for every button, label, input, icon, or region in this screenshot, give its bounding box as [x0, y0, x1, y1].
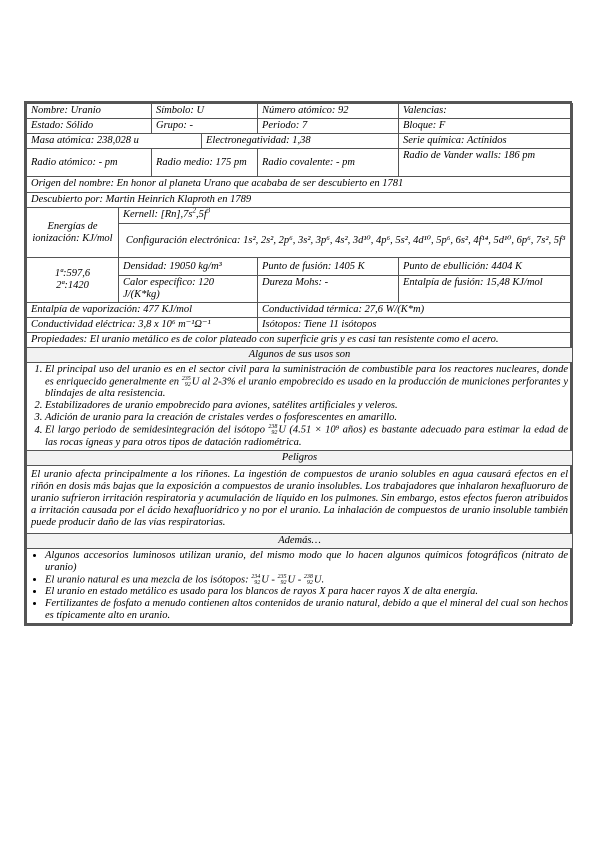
configuracion-value: 1s², 2s², 2p⁶, 3s², 3p⁶, 4s², 3d¹⁰, 4p⁶, 5s², 4d¹⁰, 5p⁶, 6s², 4f¹⁴, 5d¹⁰, 6p⁶, 7s², 5f³	[243, 234, 566, 246]
radio-vdw-cell: Radio de Vander walls: 186 pm	[399, 149, 573, 177]
ademas-cell	[27, 548, 573, 623]
usos-list	[31, 364, 568, 449]
kernel-s-exp: 2	[192, 207, 196, 215]
usos-item: 3. Adición de uranio para la creación de cristales verdes o fosforescentes en amarillo.	[45, 412, 568, 424]
ademas-item: • Fertilizantes de fosfato a menudo contienen altos contenidos de uranio natural, debido a que el mineral del cual son hechos es típicamente alto en uranio.	[45, 598, 568, 622]
entalpia-fusion-cell: Entalpía de fusión: 15,48 KJ/mol	[399, 276, 573, 303]
densidad-cell: Densidad: 19050 kg/m³	[119, 258, 258, 276]
isotope-label: 235 92	[181, 376, 191, 388]
element-table	[26, 103, 573, 624]
bloque-cell: Bloque: F	[399, 119, 573, 134]
conductividad-electrica-cell: Conductividad eléctrica: 3,8 x 10⁶ m⁻¹Ω⁻¹	[27, 318, 258, 333]
energia-2: 2ª:1420	[56, 280, 89, 291]
ademas-item: • El uranio en estado metálico es usado para los blancos de rayos X para hacer rayos X de alta energía.	[45, 586, 568, 598]
numero-atomico-cell: Número atómico: 92	[258, 104, 399, 119]
periodo-cell: Periodo: 7	[258, 119, 399, 134]
element-info-sheet	[24, 101, 572, 626]
punto-ebullicion-cell: Punto de ebullición: 4404 K	[399, 258, 573, 276]
isotope-label: 234 92	[251, 573, 261, 586]
origen-cell: Origen del nombre: En honor al planeta Urano que acababa de ser descubierto en 1781	[27, 177, 573, 193]
peligros-title: Peligros	[27, 450, 573, 465]
isotope-label: 238 92	[268, 424, 278, 437]
usos-item: 2. Estabilizadores de uranio empobrecido para aviones, satélites artificiales y veleros.	[45, 400, 568, 412]
estado-cell: Estado: Sólido	[27, 119, 152, 134]
ademas-title: Además…	[27, 533, 573, 548]
kernel-f: 5f	[198, 209, 207, 220]
energia-1: 1ª:597,6	[54, 268, 91, 279]
energias-values-cell	[27, 258, 119, 303]
kernel-label: Kernell:	[123, 209, 161, 220]
conductividad-termica-cell: Conductividad térmica: 27,6 W/(K*m)	[258, 303, 573, 318]
punto-fusion-cell: Punto de fusión: 1405 K	[258, 258, 399, 276]
ademas-item: • El uranio natural es una mezcla de los isótopos: 234 92U - 235 92U - 238 92U.	[45, 574, 568, 586]
electronegatividad-cell: Electronegatividad: 1,38	[202, 134, 399, 149]
peligros-text: El uranio afecta principalmente a los riñones. La ingestión de compuestos de uranio solubles en agua causará efectos en el riñón en dosis más bajas que la exposición a compuestos de uranio insolubles. Los trabajadores que inhalaron hexafluoruro de uranio sufrieron irritación respiratoria y acumulación de líquido en los pulmones. Sin embargo, estos efectos fueron atribuidos a irritación causada por el ácido hexafluorídrico y no por el uranio. La inhalación de compuestos de uranio insoluble también puede producir daño de las vías respiratorias.	[27, 465, 573, 533]
configuracion-label: Configuración electrónica:	[125, 234, 244, 246]
usos-title: Algunos de sus usos son	[27, 348, 573, 363]
valencias-cell: Valencias:	[399, 104, 573, 119]
calor-especifico-cell: Calor específico: 120 J/(K*kg)	[119, 276, 258, 303]
isotope-label: 238 92	[303, 573, 313, 586]
grupo-cell: Grupo: -	[152, 119, 258, 134]
isotope-label: 235 92	[277, 573, 287, 586]
radio-medio-cell: Radio medio: 175 pm	[152, 149, 258, 177]
serie-quimica-cell: Serie química: Actínidos	[399, 134, 573, 149]
configuracion-cell	[119, 224, 573, 258]
propiedades-cell: Propiedades: El uranio metálico es de color plateado con superficie gris y es casi tan resistente como el acero.	[27, 333, 573, 348]
entalpia-vaporizacion-cell: Entalpía de vaporización: 477 KJ/mol	[27, 303, 258, 318]
kernel-s: 7s	[183, 209, 193, 220]
usos-item: 4. El largo periodo de semidesintegración del isótopo 238 92U (4.51 × 10⁹ años) es bastante adecuado para estimar la edad de las rocas ígneas y para otros tipos de datación radiométrica.	[45, 424, 568, 448]
ademas-item: • Algunos accesorios luminosos utilizan uranio, del mismo modo que lo hacen algunos químicos fotográficos (nitrato de uranio)	[45, 550, 568, 574]
usos-cell	[27, 363, 573, 451]
descubierto-cell: Descubierto por: Martin Heinrich Klaproth en 1789	[27, 193, 573, 208]
dureza-cell: Dureza Mohs: -	[258, 276, 399, 303]
isotopos-cell: Isótopos: Tiene 11 isótopos	[258, 318, 573, 333]
usos-item: 1. El principal uso del uranio es en el sector civil para la suministración de combustible para los reactores nucleares, donde es enriquecido generalmente en 235 92U al 2-3% el uranio empobrecido es usado en la producción de municiones perforantes y blindajes de alta resistencia.	[45, 364, 568, 400]
kernel-core: [Rn],	[160, 209, 184, 220]
kernel-cell: Kernell: $[Rn],7s^2,5f^3$	[119, 208, 573, 224]
radio-atomico-cell: Radio atómico: - pm	[27, 149, 152, 177]
simbolo-cell: Símbolo: U	[152, 104, 258, 119]
energias-label-cell: Energías de ionización: KJ/mol	[27, 208, 119, 258]
ademas-list	[31, 550, 568, 622]
masa-atomica-cell: Masa atómica: 238,028 u	[27, 134, 202, 149]
kernel-f-exp: 3	[206, 207, 211, 215]
nombre-cell: Nombre: Uranio	[27, 104, 152, 119]
radio-covalente-cell: Radio covalente: - pm	[258, 149, 399, 177]
